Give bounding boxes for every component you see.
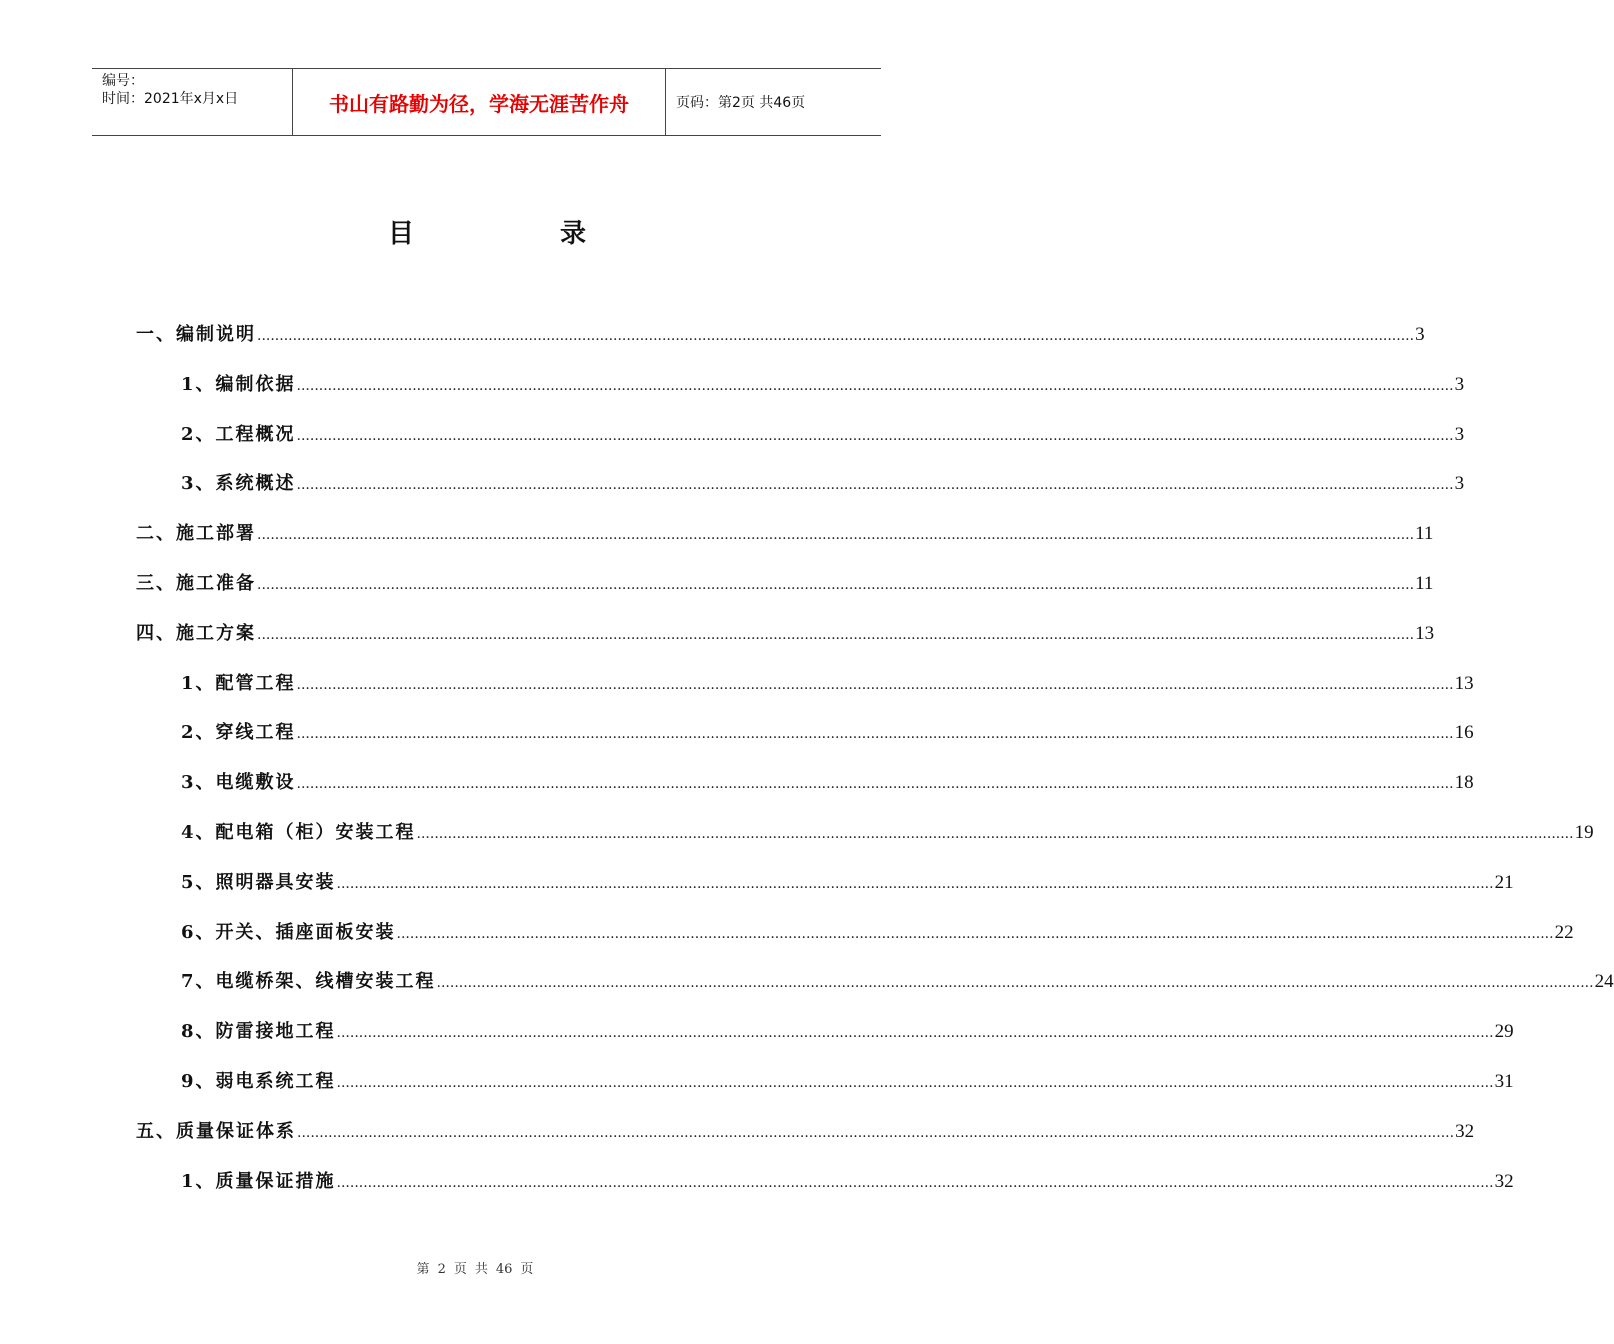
toc-entry[interactable] [181, 967, 1614, 993]
toc-entry[interactable] [181, 370, 1465, 396]
toc-entry-page: 11 [1415, 523, 1434, 544]
toc-entry-page: 21 [1494, 872, 1514, 893]
toc-leader-dots: .................................................................................................................................................................................................................................................................... [296, 477, 1454, 493]
toc-entry-page: 3 [1454, 424, 1465, 445]
toc-leader-dots: .................................................................................................................................................................................................................................................................... [257, 577, 1415, 593]
toc-entry[interactable] [181, 818, 1594, 844]
toc-entry-page: 22 [1554, 922, 1574, 943]
toc-entry-page: 3 [1454, 374, 1465, 395]
toc-entry-page: 3 [1454, 473, 1465, 494]
title-char-2: 录 [560, 219, 587, 249]
toc-entry[interactable] [181, 1167, 1514, 1193]
toc-entry[interactable] [136, 519, 1434, 545]
toc-entry-label: 2、穿线工程 [181, 722, 296, 743]
footer-part4: 页 [520, 1262, 534, 1277]
toc-leader-dots: .................................................................................................................................................................................................................................................................... [336, 1075, 1494, 1091]
footer-page: 2 [437, 1262, 446, 1277]
toc-entry-label: 7、电缆桥架、线槽安装工程 [181, 971, 436, 992]
toc-entry-label: 5、照明器具安装 [181, 872, 336, 893]
number-label: 编号： [102, 73, 144, 89]
toc-entry-page: 24 [1594, 971, 1614, 992]
footer-part3: 共 [474, 1262, 488, 1277]
toc-entry-page: 29 [1494, 1021, 1514, 1042]
toc-entry-page: 32 [1455, 1121, 1475, 1142]
toc-entry[interactable] [181, 718, 1474, 744]
toc-entry-label: 三、施工准备 [136, 573, 256, 594]
toc-entry-label: 五、质量保证体系 [136, 1121, 296, 1142]
footer-total: 46 [495, 1262, 513, 1277]
toc-entry-label: 一、编制说明 [136, 324, 256, 345]
toc-entry[interactable] [136, 1117, 1475, 1143]
toc-entry-page: 32 [1494, 1171, 1514, 1192]
toc-entry-label: 1、配管工程 [181, 673, 296, 694]
toc-entry-page: 13 [1415, 623, 1435, 644]
toc-entry-page: 31 [1494, 1071, 1514, 1092]
toc-leader-dots: .................................................................................................................................................................................................................................................................... [257, 527, 1415, 543]
toc-leader-dots: .................................................................................................................................................................................................................................................................... [296, 378, 1454, 394]
toc-entry-label: 8、防雷接地工程 [181, 1021, 336, 1042]
toc-entry[interactable] [181, 868, 1514, 894]
toc-entry-page: 16 [1454, 722, 1474, 743]
slogan-text: 书山有路勤为径，学海无涯苦作舟 [329, 91, 629, 116]
toc-entry-label: 6、开关、插座面板安装 [181, 922, 396, 943]
toc-entry[interactable] [181, 420, 1465, 446]
toc-entry-label: 9、弱电系统工程 [181, 1071, 336, 1092]
toc-entry[interactable] [136, 320, 1425, 346]
toc-entry-page: 13 [1454, 673, 1474, 694]
toc-entry-label: 1、质量保证措施 [181, 1171, 336, 1192]
toc-leader-dots: .................................................................................................................................................................................................................................................................... [297, 1125, 1455, 1141]
toc-leader-dots: .................................................................................................................................................................................................................................................................... [336, 876, 1494, 892]
toc-entry[interactable] [181, 1017, 1514, 1043]
page-footer [0, 1258, 950, 1277]
toc-leader-dots: .................................................................................................................................................................................................................................................................... [396, 926, 1554, 942]
toc-leader-dots: .................................................................................................................................................................................................................................................................... [296, 677, 1454, 693]
toc-leader-dots: .................................................................................................................................................................................................................................................................... [336, 1175, 1494, 1191]
toc-leader-dots: .................................................................................................................................................................................................................................................................... [296, 776, 1454, 792]
footer-part2: 页 [453, 1262, 467, 1277]
toc-leader-dots: .................................................................................................................................................................................................................................................................... [436, 975, 1594, 991]
toc-entry-label: 3、系统概述 [181, 473, 296, 494]
toc-entry-label: 二、施工部署 [136, 523, 256, 544]
toc-entry[interactable] [181, 469, 1465, 495]
toc-entry[interactable] [181, 1067, 1514, 1093]
toc-entry-page: 19 [1574, 822, 1594, 843]
toc-entry-label: 3、电缆敷设 [181, 772, 296, 793]
toc-entry-page: 3 [1415, 324, 1425, 345]
time-label: 时间：2021年x月x日 [102, 91, 239, 107]
toc-entry[interactable] [136, 569, 1434, 595]
toc-entry-label: 2、工程概况 [181, 424, 296, 445]
toc-leader-dots: .................................................................................................................................................................................................................................................................... [257, 627, 1415, 643]
toc-entry-label: 4、配电箱（柜）安装工程 [181, 822, 416, 843]
toc-entry-page: 18 [1454, 772, 1474, 793]
toc-entry-page: 11 [1415, 573, 1434, 594]
toc-leader-dots: .................................................................................................................................................................................................................................................................... [416, 826, 1574, 842]
toc-leader-dots: .................................................................................................................................................................................................................................................................... [296, 726, 1454, 742]
toc-entry[interactable] [181, 918, 1574, 944]
toc-entry-label: 四、施工方案 [136, 623, 256, 644]
page-info-text: 页码：第2页 共46页 [676, 95, 806, 111]
toc-entry[interactable] [181, 669, 1474, 695]
toc-entry[interactable] [181, 768, 1474, 794]
toc-entry[interactable] [136, 619, 1435, 645]
toc-leader-dots: .................................................................................................................................................................................................................................................................... [296, 428, 1454, 444]
toc-leader-dots: .................................................................................................................................................................................................................................................................... [257, 328, 1415, 344]
toc-entry-label: 1、编制依据 [181, 374, 296, 395]
toc-leader-dots: .................................................................................................................................................................................................................................................................... [336, 1025, 1494, 1041]
footer-part1: 第 [416, 1262, 430, 1277]
title-char-1: 目 [388, 219, 415, 249]
